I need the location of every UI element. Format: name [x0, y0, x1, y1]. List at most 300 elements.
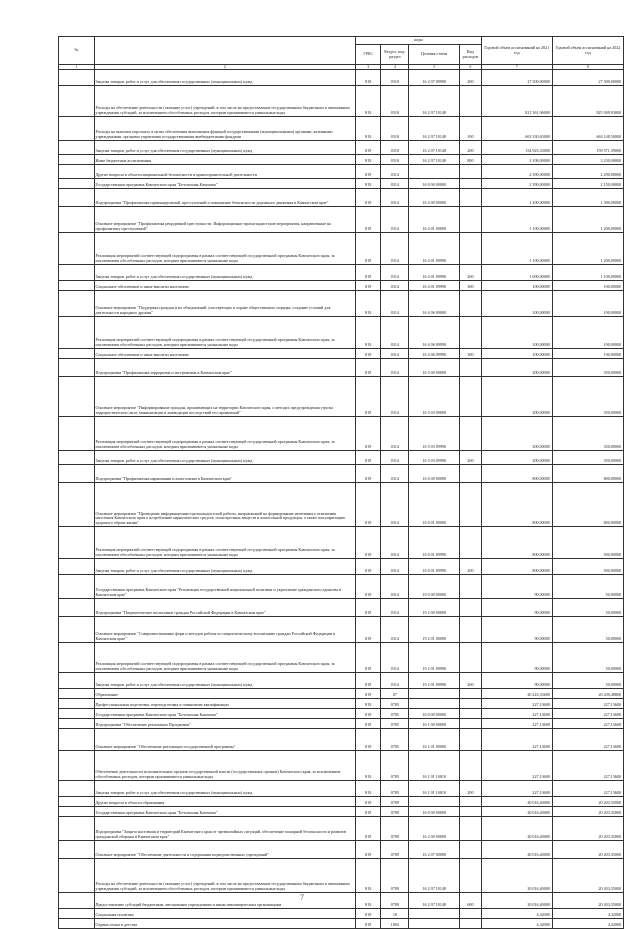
row-target: 16 4 01 09990	[409, 265, 460, 281]
row-num	[59, 141, 95, 155]
row-section: 0705	[381, 699, 409, 709]
row-name: Подпрограмма "Обеспечение реализации Программы"	[94, 719, 356, 729]
row-grbs: 819	[356, 699, 381, 709]
row-target: 16 2 00 00000	[409, 817, 460, 841]
row-num	[59, 751, 95, 781]
row-type	[460, 465, 482, 483]
row-amount-2021: 100,00000	[481, 281, 552, 291]
row-amount-2022: 50,00000	[552, 617, 623, 643]
table-row	[59, 893, 624, 909]
row-grbs: 819	[356, 207, 381, 233]
row-amount-2022: 20 203,35000	[552, 859, 623, 893]
row-num	[59, 599, 95, 617]
row-name: Основное мероприятие "Проведение информационно-пропагандистской работы, направленной на формирование негативного отношения населения Камчатского края к потреблению наркотических средств, психотропных веществ и алкогольной продукции, а также популяризацию здорового образа жизни"	[94, 483, 356, 527]
row-name: Государственная программа Камчатского края "Безопасная Камчатка"	[94, 807, 356, 817]
header-grbs: ГРБС	[356, 45, 381, 65]
row-grbs: 819	[356, 155, 381, 165]
row-target: 19 2 01 00000	[409, 617, 460, 643]
row-name: Основное мероприятие "Обеспечение деятельности и содержания подведомственных учреждений"	[94, 841, 356, 859]
table-row	[59, 559, 624, 575]
table-row	[59, 359, 624, 377]
row-amount-2022: 350,00000	[552, 451, 623, 465]
row-amount-2022: 500,00000	[552, 527, 623, 559]
table-row	[59, 689, 624, 699]
row-amount-2022: 500,00000	[552, 559, 623, 575]
row-name: Реализация мероприятий соответствующей подпрограммы в рамках соответствующей государственной программы Камчатского края, за исключением обособленных расходов, которым присваиваются уникальные коды	[94, 317, 356, 349]
row-num	[59, 281, 95, 291]
row-amount-2021: 1 100,00000	[481, 233, 552, 265]
row-num	[59, 265, 95, 281]
row-section: 0310	[381, 155, 409, 165]
row-section: 0705	[381, 709, 409, 719]
row-num	[59, 233, 95, 265]
row-name: Основное мероприятие "Поддержка граждан и их объединений, участвующих в охране общественного порядка, создание условий для деятельности народных дружин"	[94, 291, 356, 317]
row-target: 16 2 07 10140	[409, 86, 460, 117]
row-name: Другие вопросы в области национальной безопасности и правоохранительной деятельности	[94, 165, 356, 179]
row-amount-2022: 159 571,39000	[552, 141, 623, 155]
row-grbs: 819	[356, 265, 381, 281]
row-amount-2022: 227,13600	[552, 719, 623, 729]
page-number: 7	[300, 893, 304, 902]
row-name: Закупка товаров, работ и услуг для обеспечения государственных (муниципальных) нужд	[94, 559, 356, 575]
row-name: Расходы на обеспечение деятельности (оказание услуг) учреждений, в том числе на предоставление государственным бюджетным и автономным учреждениям субсидий, за исключением обособленных расходов, которым присваиваются уникальные коды	[94, 86, 356, 117]
row-amount-2022: 227,13600	[552, 729, 623, 751]
table-row	[59, 699, 624, 709]
row-section: 0314	[381, 617, 409, 643]
row-type	[460, 575, 482, 599]
row-target: 16 2 07 10140	[409, 155, 460, 165]
row-target	[409, 699, 460, 709]
row-num	[59, 699, 95, 709]
table-row	[59, 617, 624, 643]
row-type	[460, 291, 482, 317]
row-amount-2022: 227,13600	[552, 699, 623, 709]
row-amount-2022: 227,13600	[552, 781, 623, 797]
row-num	[59, 189, 95, 207]
row-num	[59, 807, 95, 817]
table-row	[59, 377, 624, 417]
row-target: 16 0 00 00000	[409, 807, 460, 817]
row-name: Иные бюджетные ассигнования	[94, 155, 356, 165]
row-target: 16 4 00 00000	[409, 189, 460, 207]
row-num	[59, 527, 95, 559]
row-type: 200	[460, 70, 482, 86]
row-grbs: 819	[356, 559, 381, 575]
row-amount-2022: 50,00000	[552, 599, 623, 617]
row-type: 800	[460, 155, 482, 165]
header-target: Целевая статья	[409, 45, 460, 65]
row-amount-2021: 100,00000	[481, 349, 552, 359]
row-target: 16 5 03 09990	[409, 417, 460, 451]
row-grbs: 819	[356, 859, 381, 893]
row-num	[59, 617, 95, 643]
row-target: 16 0 00 00000	[409, 709, 460, 719]
table-row	[59, 719, 624, 729]
table-row	[59, 451, 624, 465]
row-num	[59, 781, 95, 797]
table-row	[59, 141, 624, 155]
row-amount-2022: 50,00000	[552, 673, 623, 689]
row-amount-2021: 2 390,00000	[481, 179, 552, 189]
row-type	[460, 719, 482, 729]
row-amount-2021: 90,00000	[481, 575, 552, 599]
row-grbs: 819	[356, 233, 381, 265]
row-section: 0314	[381, 559, 409, 575]
row-amount-2021: 227,13600	[481, 709, 552, 719]
row-num	[59, 417, 95, 451]
row-amount-2022: 825 949,93000	[552, 86, 623, 117]
row-section: 0314	[381, 673, 409, 689]
row-amount-2021: 20 016,40000	[481, 817, 552, 841]
row-amount-2021: 154 923,33000	[481, 141, 552, 155]
row-target	[409, 165, 460, 179]
row-amount-2022: 190,00000	[552, 349, 623, 359]
row-target: 16 6 01 09990	[409, 559, 460, 575]
row-type	[460, 729, 482, 751]
row-amount-2021: 663 330,65000	[481, 117, 552, 141]
row-amount-2022: 4,32000	[552, 919, 623, 929]
header-name	[94, 37, 356, 65]
row-section: 0314	[381, 349, 409, 359]
row-section: 0314	[381, 483, 409, 527]
row-name: Основное мероприятие "Профилактика рецидивной преступности. Информационно-пропагандистские мероприятия, направленные на профилактику преступлений"	[94, 207, 356, 233]
row-section: 0310	[381, 141, 409, 155]
row-grbs: 819	[356, 349, 381, 359]
row-grbs: 819	[356, 465, 381, 483]
row-name: Закупка товаров, работ и услуг для обеспечения государственных (муниципальных) нужд	[94, 141, 356, 155]
row-grbs: 819	[356, 117, 381, 141]
row-name: Подпрограмма "Профилактика правонарушений, преступлений и повышение безопасности дорожного движения в Камчатском крае"	[94, 189, 356, 207]
row-type	[460, 643, 482, 673]
row-target: 16 5 03 09990	[409, 451, 460, 465]
row-section: 0314	[381, 359, 409, 377]
row-amount-2021: 227,13600	[481, 781, 552, 797]
table-row	[59, 673, 624, 689]
row-name: Закупка товаров, работ и услуг для обеспечения государственных (муниципальных) нужд	[94, 673, 356, 689]
row-grbs: 819	[356, 781, 381, 797]
table-header	[59, 37, 624, 70]
row-section: 0314	[381, 599, 409, 617]
row-section: 0314	[381, 451, 409, 465]
row-section: 0705	[381, 751, 409, 781]
row-amount-2021: 227,13600	[481, 751, 552, 781]
row-name: Основное мероприятие "Обеспечение реализации государственной программы"	[94, 729, 356, 751]
row-type: 300	[460, 281, 482, 291]
row-grbs: 819	[356, 417, 381, 451]
row-target: 16 4 06 09990	[409, 317, 460, 349]
row-target: 16 2 07 09990	[409, 70, 460, 86]
table-row	[59, 179, 624, 189]
table-row	[59, 817, 624, 841]
row-section: 0314	[381, 575, 409, 599]
row-section: 0705	[381, 729, 409, 751]
table-row	[59, 751, 624, 781]
table-row	[59, 265, 624, 281]
row-amount-2022: 20 203,35000	[552, 817, 623, 841]
row-target: 19 2 01 09990	[409, 673, 460, 689]
row-amount-2022: 1 100,00000	[552, 265, 623, 281]
row-amount-2021: 300,00000	[481, 417, 552, 451]
row-grbs: 819	[356, 751, 381, 781]
table-row	[59, 781, 624, 797]
row-amount-2022: 2 150,00000	[552, 179, 623, 189]
row-section: 0314	[381, 377, 409, 417]
row-type	[460, 617, 482, 643]
header-type: Вид расходов	[460, 45, 482, 65]
row-amount-2021: 227,13600	[481, 729, 552, 751]
row-target: 16 0 00 00000	[409, 179, 460, 189]
row-type	[460, 689, 482, 699]
row-name: Реализация мероприятий соответствующей подпрограммы в рамках соответствующей государственной программы Камчатского края, за исключением обособленных расходов, которым присваиваются уникальные коды	[94, 643, 356, 673]
row-type	[460, 417, 482, 451]
table-row	[59, 207, 624, 233]
row-amount-2021: 800,00000	[481, 483, 552, 527]
row-amount-2022: 3 230,00000	[552, 155, 623, 165]
row-section: 0314	[381, 233, 409, 265]
row-amount-2021: 20 016,40000	[481, 841, 552, 859]
row-grbs: 819	[356, 719, 381, 729]
row-section: 0310	[381, 86, 409, 117]
row-num	[59, 575, 95, 599]
row-target: 16 1 00 00000	[409, 719, 460, 729]
row-target: 16 2 07 10140	[409, 859, 460, 893]
table-row	[59, 919, 624, 929]
row-section: 0709	[381, 859, 409, 893]
table-row	[59, 797, 624, 807]
row-target: 16 1 01 10010	[409, 781, 460, 797]
row-grbs: 819	[356, 909, 381, 919]
row-type	[460, 709, 482, 719]
row-amount-2021: 800,00000	[481, 527, 552, 559]
row-section: 0314	[381, 465, 409, 483]
row-grbs: 819	[356, 317, 381, 349]
table-body	[59, 70, 624, 929]
row-section: 10	[381, 909, 409, 919]
row-num	[59, 909, 95, 919]
row-type	[460, 317, 482, 349]
table-row	[59, 643, 624, 673]
row-amount-2022: 800,00000	[552, 483, 623, 527]
table-row	[59, 189, 624, 207]
row-section: 0709	[381, 797, 409, 807]
row-section: 0314	[381, 265, 409, 281]
row-amount-2021: 2 390,00000	[481, 165, 552, 179]
row-grbs: 819	[356, 807, 381, 817]
row-name: Расходы на обеспечение деятельности (оказание услуг) учреждений, в том числе на предоставление государственным бюджетным и автономным учреждениям субсидий, за исключением обособленных расходов, которым присваиваются уникальные коды	[94, 859, 356, 893]
row-type	[460, 797, 482, 807]
table-row	[59, 599, 624, 617]
row-amount-2022: 27 500,00000	[552, 70, 623, 86]
row-num	[59, 719, 95, 729]
table-row	[59, 709, 624, 719]
row-amount-2021: 227,13600	[481, 699, 552, 709]
row-target: 16 2 07 10140	[409, 117, 460, 141]
row-num	[59, 359, 95, 377]
row-amount-2022: 190,00000	[552, 291, 623, 317]
row-name: Расходы на выплаты персоналу в целях обеспечения выполнения функций государственными (муниципальными) органами, казенными учреждениями, органами управления государственными внебюджетными фондами	[94, 117, 356, 141]
row-type: 200	[460, 673, 482, 689]
row-amount-2021: 300,00000	[481, 377, 552, 417]
row-grbs: 819	[356, 86, 381, 117]
row-name: Закупка товаров, работ и услуг для обеспечения государственных (муниципальных) нужд	[94, 70, 356, 86]
table-row	[59, 349, 624, 359]
row-num	[59, 689, 95, 699]
row-amount-2021: 4,32000	[481, 909, 552, 919]
row-target	[409, 797, 460, 807]
row-section: 0314	[381, 527, 409, 559]
row-grbs: 819	[356, 483, 381, 527]
row-target	[409, 909, 460, 919]
row-grbs: 819	[356, 189, 381, 207]
row-amount-2022: 1 200,00000	[552, 233, 623, 265]
row-target: 19 2 01 09990	[409, 643, 460, 673]
row-amount-2021: 100,00000	[481, 291, 552, 317]
row-target: 16 2 07 00000	[409, 841, 460, 859]
row-section: 07	[381, 689, 409, 699]
row-amount-2022: 800,00000	[552, 465, 623, 483]
row-amount-2021: 1 000,00000	[481, 265, 552, 281]
header-amount-2022: Годовой объем ассигнований на 2022 год	[552, 37, 623, 65]
row-amount-2022: 227,13600	[552, 709, 623, 719]
table-row	[59, 859, 624, 893]
row-type	[460, 909, 482, 919]
row-type	[460, 859, 482, 893]
row-section: 0310	[381, 70, 409, 86]
row-section: 0314	[381, 281, 409, 291]
row-type	[460, 817, 482, 841]
row-amount-2022: 1 390,00000	[552, 189, 623, 207]
row-amount-2022: 20 203,35000	[552, 807, 623, 817]
row-grbs: 819	[356, 291, 381, 317]
row-grbs: 819	[356, 359, 381, 377]
row-target	[409, 919, 460, 929]
row-section: 0314	[381, 189, 409, 207]
row-name: Образование	[94, 689, 356, 699]
table-row	[59, 483, 624, 527]
row-grbs: 819	[356, 893, 381, 909]
row-target: 16 6 00 00000	[409, 465, 460, 483]
row-amount-2021: 800,00000	[481, 465, 552, 483]
row-name: Закупка товаров, работ и услуг для обеспечения государственных (муниципальных) нужд	[94, 265, 356, 281]
row-grbs: 819	[356, 689, 381, 699]
row-num	[59, 291, 95, 317]
row-grbs: 819	[356, 451, 381, 465]
row-amount-2021: 300,00000	[481, 359, 552, 377]
row-amount-2021: 90,00000	[481, 599, 552, 617]
row-grbs: 819	[356, 841, 381, 859]
row-num	[59, 559, 95, 575]
row-amount-2022: 20 203,35000	[552, 797, 623, 807]
row-grbs: 819	[356, 141, 381, 155]
row-num	[59, 117, 95, 141]
row-amount-2022: 20 430,48800	[552, 689, 623, 699]
row-target: 16 4 01 09990	[409, 281, 460, 291]
column-index: 5	[409, 65, 460, 70]
row-amount-2022: 20 203,35000	[552, 841, 623, 859]
row-grbs: 819	[356, 817, 381, 841]
table-row	[59, 417, 624, 451]
row-grbs: 819	[356, 165, 381, 179]
row-num	[59, 349, 95, 359]
row-amount-2022: 50,00000	[552, 643, 623, 673]
row-num	[59, 483, 95, 527]
row-type: 200	[460, 559, 482, 575]
row-grbs: 819	[356, 919, 381, 929]
row-amount-2021: 227,13600	[481, 719, 552, 729]
row-amount-2022: 190,00000	[552, 317, 623, 349]
row-amount-2021: 4,32000	[481, 919, 552, 929]
row-grbs: 819	[356, 179, 381, 189]
row-num	[59, 165, 95, 179]
budget-table	[58, 36, 624, 929]
row-amount-2021: 27 500,00000	[481, 70, 552, 86]
row-grbs: 819	[356, 673, 381, 689]
row-amount-2021: 800,00000	[481, 559, 552, 575]
row-name: Государственная программа Камчатского края "Реализация государственной национальной политики и укрепление гражданского единства в Камчатском крае"	[94, 575, 356, 599]
row-target: 16 2 07 10140	[409, 893, 460, 909]
row-name: Подпрограмма "Патриотическое воспитание граждан Российской Федерации в Камчатском крае"	[94, 599, 356, 617]
row-type	[460, 207, 482, 233]
row-name: Профессиональная подготовка, переподготовка и повышение квалификации	[94, 699, 356, 709]
row-name: Подпрограмма "Профилактика терроризма и экстремизма в Камчатском крае"	[94, 359, 356, 377]
row-amount-2021: 90,00000	[481, 617, 552, 643]
row-num	[59, 919, 95, 929]
table-row	[59, 281, 624, 291]
row-amount-2022: 2 290,00000	[552, 165, 623, 179]
column-index: 7	[481, 65, 552, 70]
row-num	[59, 465, 95, 483]
row-target: 16 1 01 10010	[409, 751, 460, 781]
row-grbs: 819	[356, 709, 381, 719]
row-amount-2021: 1 100,00000	[481, 207, 552, 233]
column-index: 4	[381, 65, 409, 70]
row-num	[59, 155, 95, 165]
row-name: Государственная программа Камчатского края "Безопасная Камчатка"	[94, 709, 356, 719]
row-section: 0314	[381, 207, 409, 233]
table-row	[59, 86, 624, 117]
header-num: №	[59, 37, 95, 65]
row-section: 0314	[381, 643, 409, 673]
row-amount-2022: 1 200,00000	[552, 207, 623, 233]
row-target: 16 5 03 00000	[409, 377, 460, 417]
row-num	[59, 797, 95, 807]
table-row	[59, 909, 624, 919]
row-type	[460, 751, 482, 781]
row-num	[59, 643, 95, 673]
row-amount-2021: 20 243,33600	[481, 689, 552, 699]
row-num	[59, 841, 95, 859]
row-type	[460, 919, 482, 929]
row-name: Государственная программа Камчатского края "Безопасная Камчатка"	[94, 179, 356, 189]
row-section: 0709	[381, 841, 409, 859]
row-section: 0709	[381, 893, 409, 909]
row-name: Социальное обеспечение и иные выплаты населению	[94, 281, 356, 291]
column-index: 8	[552, 65, 623, 70]
row-num	[59, 377, 95, 417]
row-target: 16 4 01 00000	[409, 207, 460, 233]
row-name: Другие вопросы в области образования	[94, 797, 356, 807]
row-type	[460, 699, 482, 709]
table-row	[59, 841, 624, 859]
row-num	[59, 70, 95, 86]
row-num	[59, 709, 95, 719]
row-type	[460, 179, 482, 189]
row-section: 1004	[381, 919, 409, 929]
row-amount-2022: 350,00000	[552, 359, 623, 377]
row-amount-2021: 3 108,00000	[481, 155, 552, 165]
row-amount-2021: 90,00000	[481, 643, 552, 673]
row-section: 0314	[381, 291, 409, 317]
